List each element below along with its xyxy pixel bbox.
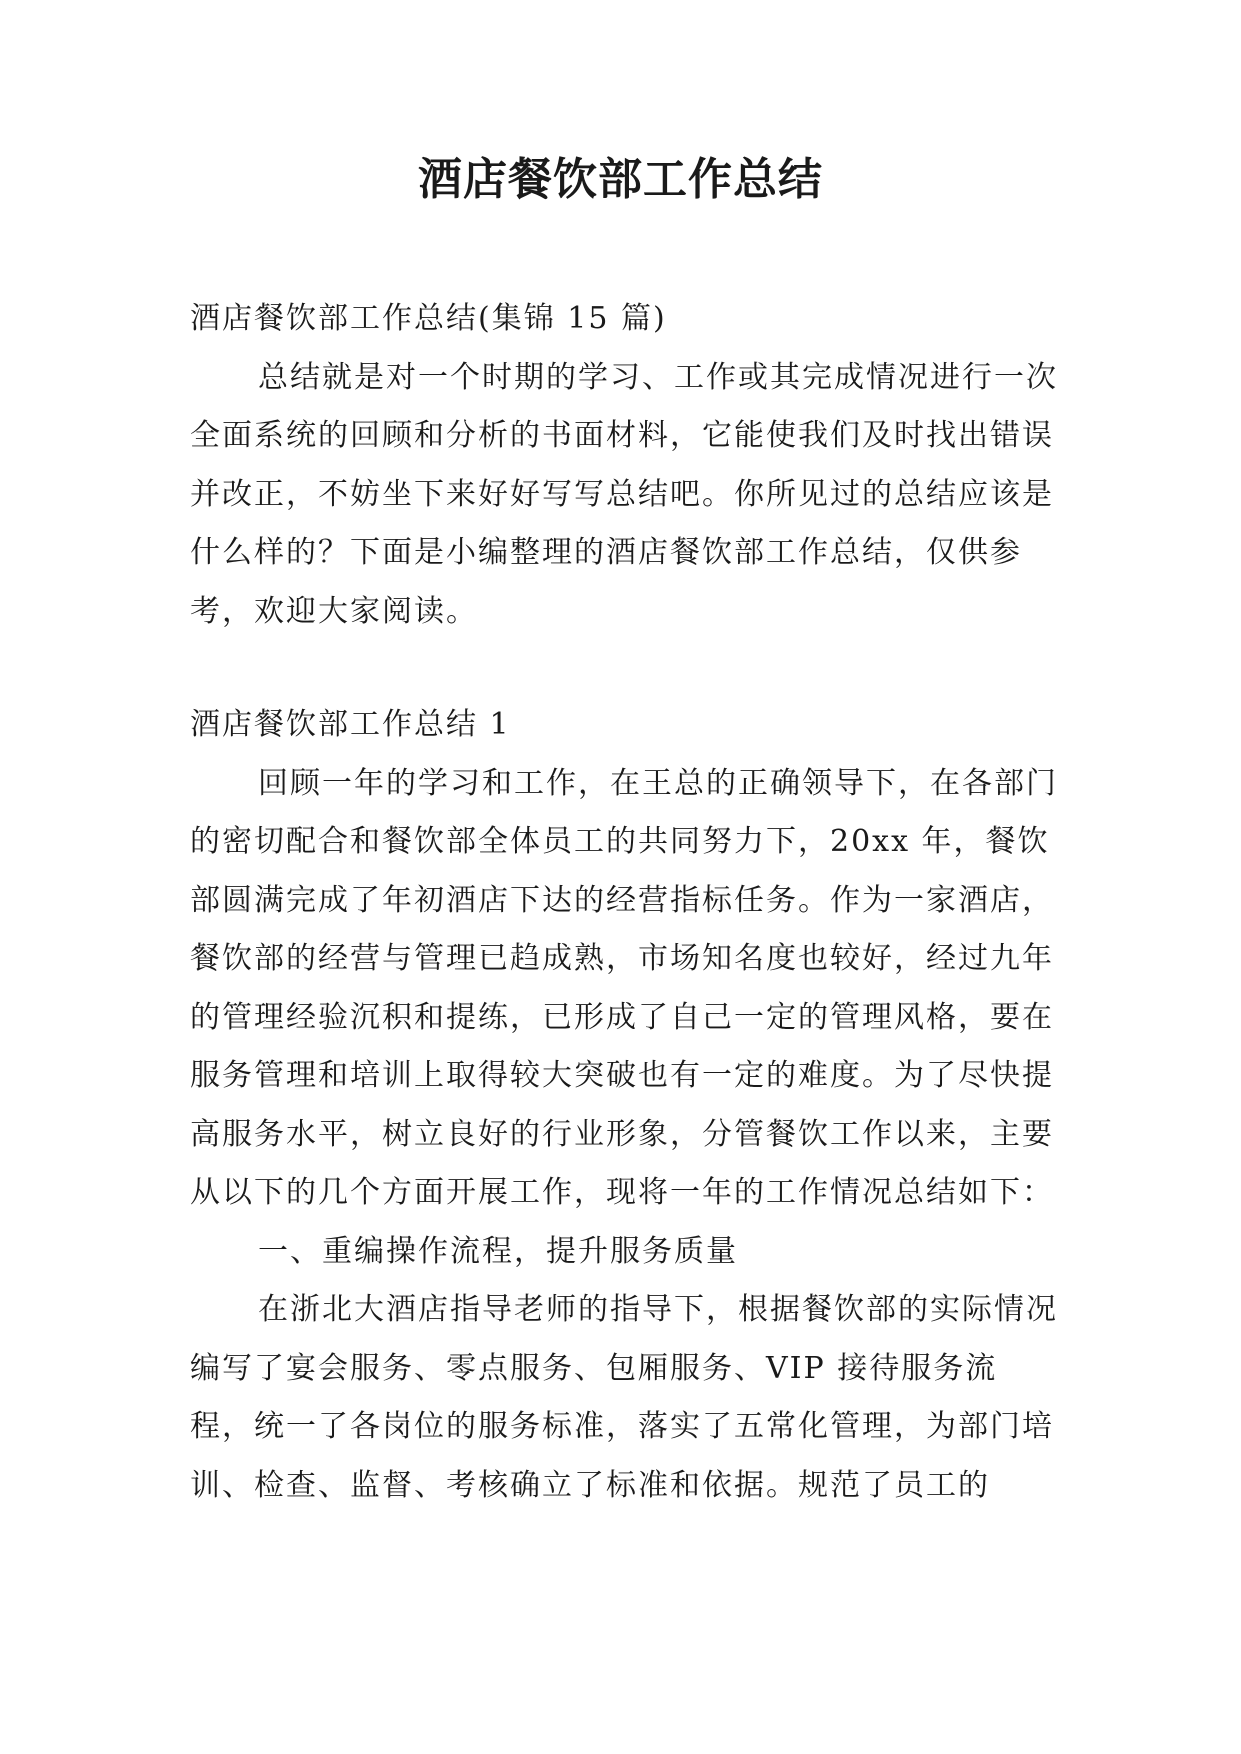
section-1 bbox=[190, 696, 1060, 1515]
section-1-point-1-heading: 一、重编操作流程，提升服务质量 bbox=[258, 1233, 738, 1269]
document-subtitle: 酒店餐饮部工作总结(集锦 15 篇) bbox=[190, 301, 667, 336]
intro-paragraph: 总结就是对一个时期的学习、工作或其完成情况进行一次全面系统的回顾和分析的书面材料，它能使我们及时找出错误并改正，不妨坐下来好好写写总结吧。你所见过的总结应该是什么样的？下面是小编整理的酒店餐饮部工作总结，仅供参考，欢迎大家阅读。 bbox=[190, 359, 1058, 629]
document-title: 酒店餐饮部工作总结 bbox=[418, 154, 823, 205]
section-1-point-1-text: 在浙北大酒店指导老师的指导下，根据餐饮部的实际情况编写了宴会服务、零点服务、包厢服务、VIP 接待服务流程，统一了各岗位的服务标准，落实了五常化管理，为部门培训、检查、监督、考核确立了标准和依据。规范了员工的 bbox=[190, 1292, 1058, 1503]
section-1-heading: 酒店餐饮部工作总结 1 bbox=[190, 707, 511, 742]
intro-block bbox=[190, 290, 1060, 641]
section-1-paragraph-1: 回顾一年的学习和工作，在王总的正确领导下，在各部门的密切配合和餐饮部全体员工的共同努力下，20xx 年，餐饮部圆满完成了年初酒店下达的经营指标任务。作为一家酒店，餐饮部的经营与管理已趋成熟，市场知名度也较好，经过九年的管理经验沉积和提练，已形成了自己一定的管理风格，要在服务管理和培训上取得较大突破也有一定的难度。为了尽快提高服务水平，树立良好的行业形象，分管餐饮工作以来，主要从以下的几个方面开展工作，现将一年的工作情况总结如下： bbox=[190, 765, 1058, 1210]
